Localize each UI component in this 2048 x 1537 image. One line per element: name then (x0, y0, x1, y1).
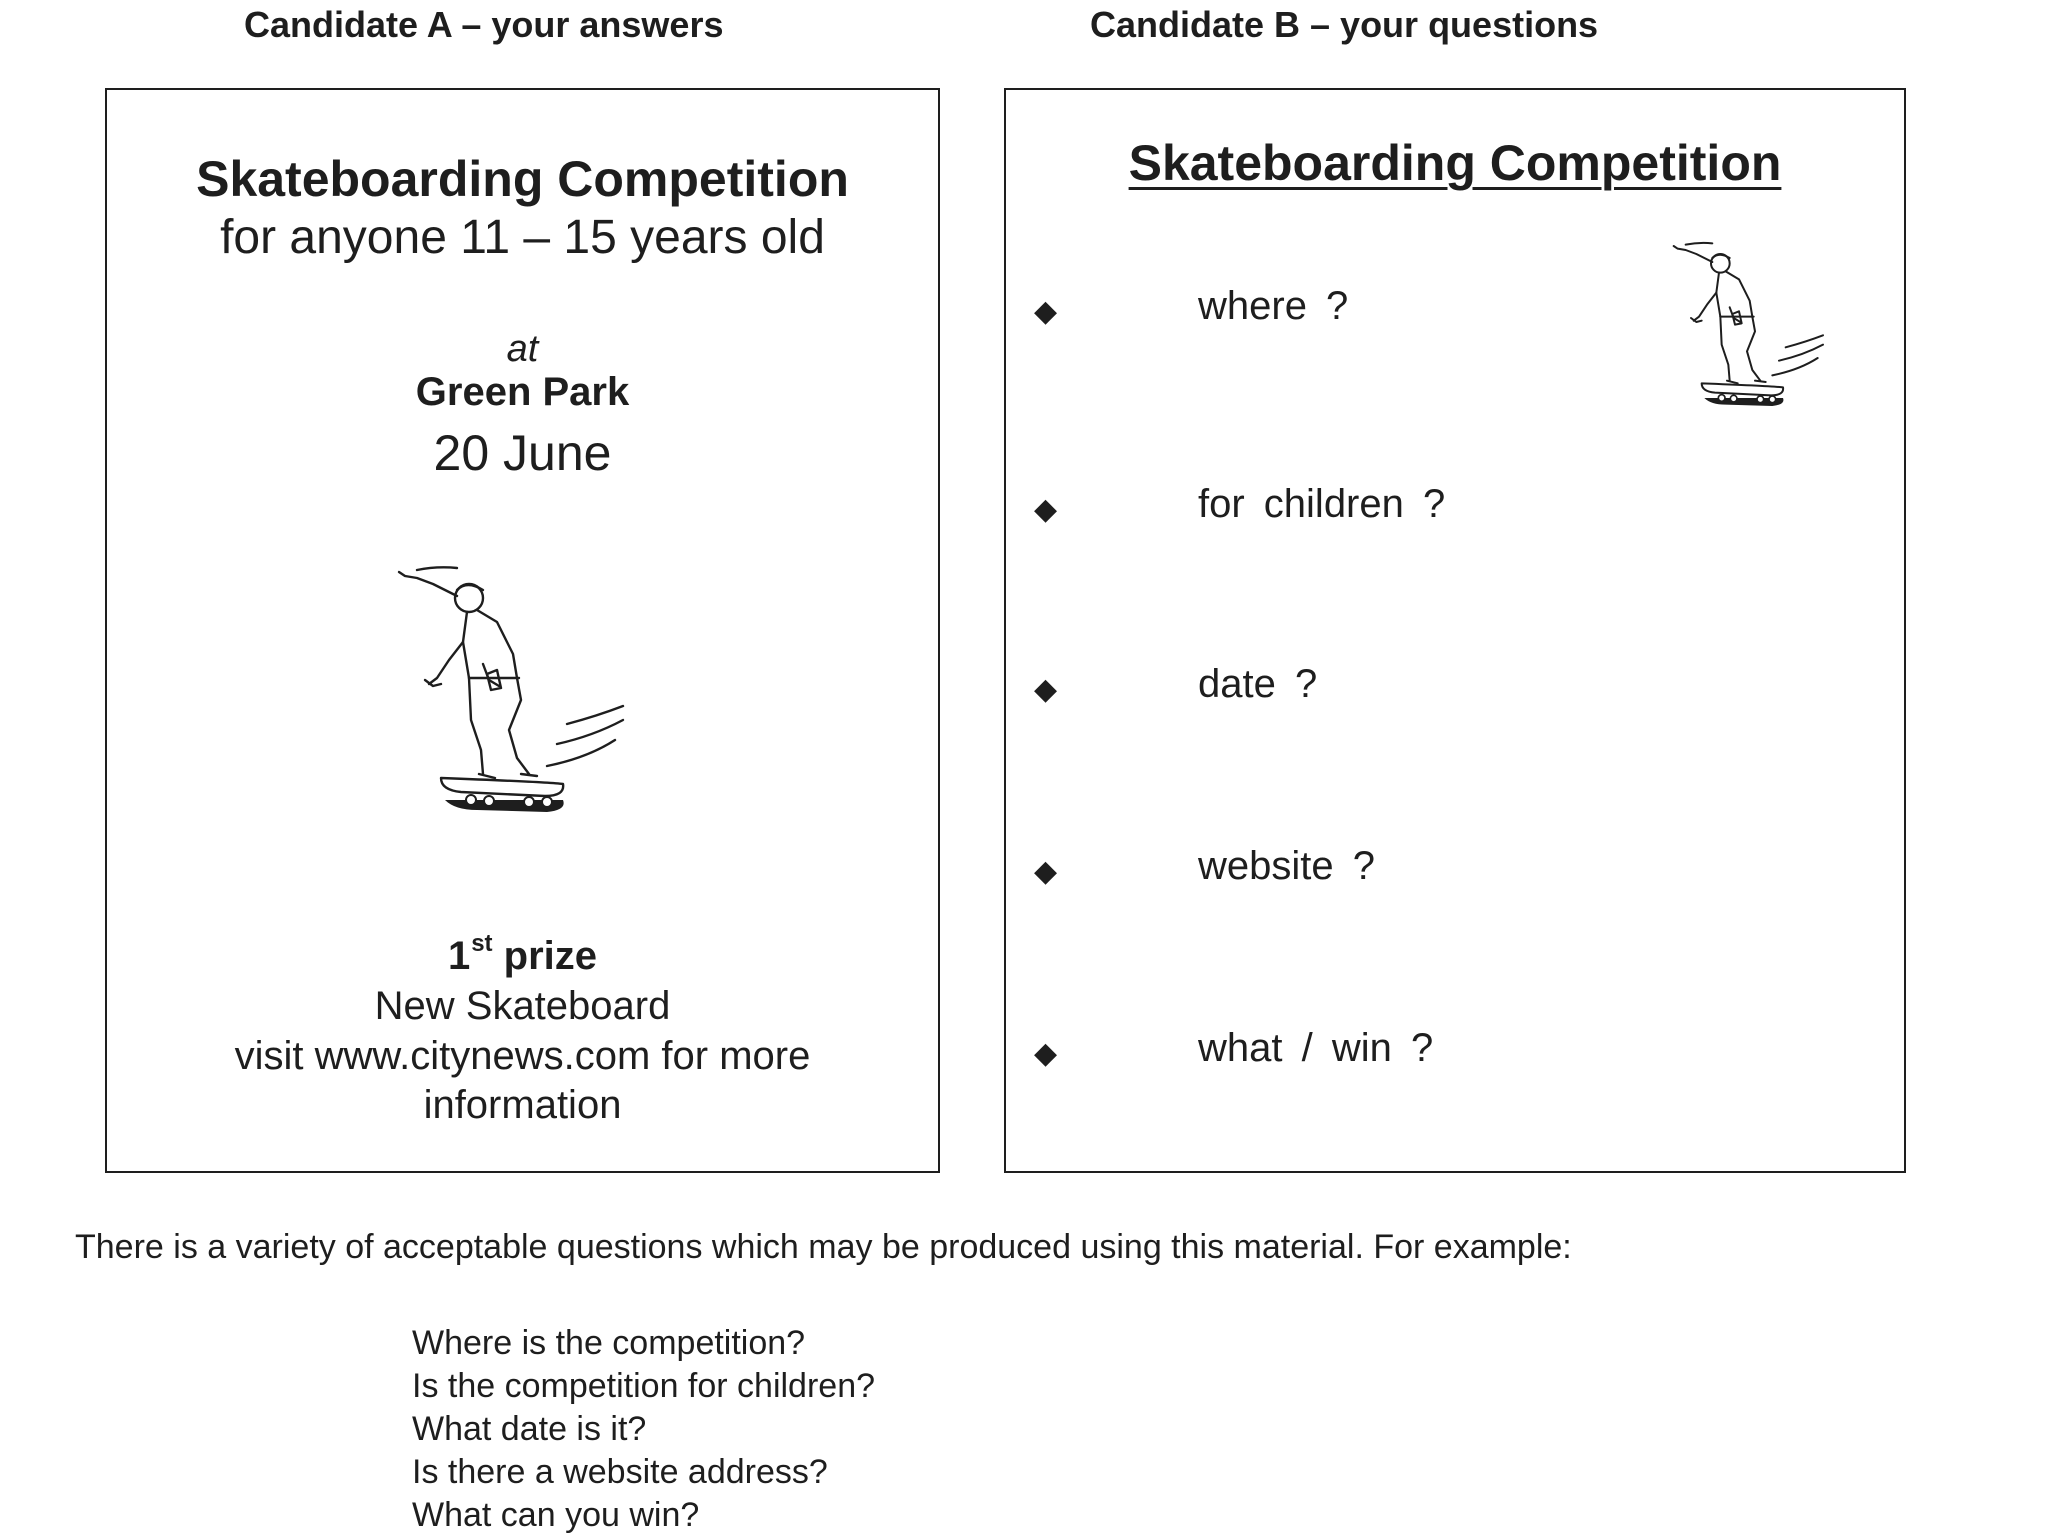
prize-word: prize (503, 934, 598, 978)
card-a-title: Skateboarding Competition (196, 151, 849, 207)
prize-number: 1 (447, 934, 471, 978)
prompt-what-win: what / win ? (1198, 1026, 1434, 1070)
example-questions-list (412, 1322, 875, 1537)
candidate-b-card (1004, 88, 1906, 1173)
card-a-prize-item: New Skateboard (374, 984, 671, 1028)
bullet-diamond-icon: ◆ (1034, 1037, 1058, 1070)
example-question: Where is the competition? (412, 1324, 806, 1362)
example-question: What date is it? (412, 1410, 647, 1448)
skateboarder-illustration-icon (397, 550, 657, 870)
card-a-prize-heading (107, 930, 938, 979)
bullet-diamond-icon: ◆ (1034, 673, 1058, 706)
bullet-diamond-icon: ◆ (1034, 295, 1058, 328)
prize-suffix: st (471, 930, 493, 957)
prompt-website: website ? (1198, 844, 1375, 888)
example-question: Is there a website address? (412, 1453, 828, 1491)
card-a-at: at (506, 328, 539, 370)
candidate-b-heading: Candidate B – your questions (1090, 4, 1599, 45)
card-a-subtitle: for anyone 11 – 15 years old (220, 211, 825, 264)
card-a-venue: Green Park (415, 370, 630, 414)
bullet-diamond-icon: ◆ (1034, 493, 1058, 526)
bullet-diamond-icon: ◆ (1034, 855, 1058, 888)
example-question: What can you win? (412, 1496, 700, 1534)
prompt-where: where ? (1198, 284, 1349, 328)
card-a-info: visit www.citynews.com for more information (234, 1034, 811, 1127)
prompt-date: date ? (1198, 662, 1318, 706)
card-a-date: 20 June (433, 425, 612, 481)
candidate-a-card (105, 88, 940, 1173)
card-b-title: Skateboarding Competition (1128, 135, 1782, 191)
skateboarder-illustration-icon (1656, 238, 1862, 438)
prompt-for-children: for children ? (1198, 482, 1446, 526)
example-question: Is the competition for children? (412, 1367, 876, 1405)
instruction-note: There is a variety of acceptable questions which may be produced using this material. For example: (75, 1228, 1572, 1266)
candidate-a-heading: Candidate A – your answers (244, 4, 724, 45)
